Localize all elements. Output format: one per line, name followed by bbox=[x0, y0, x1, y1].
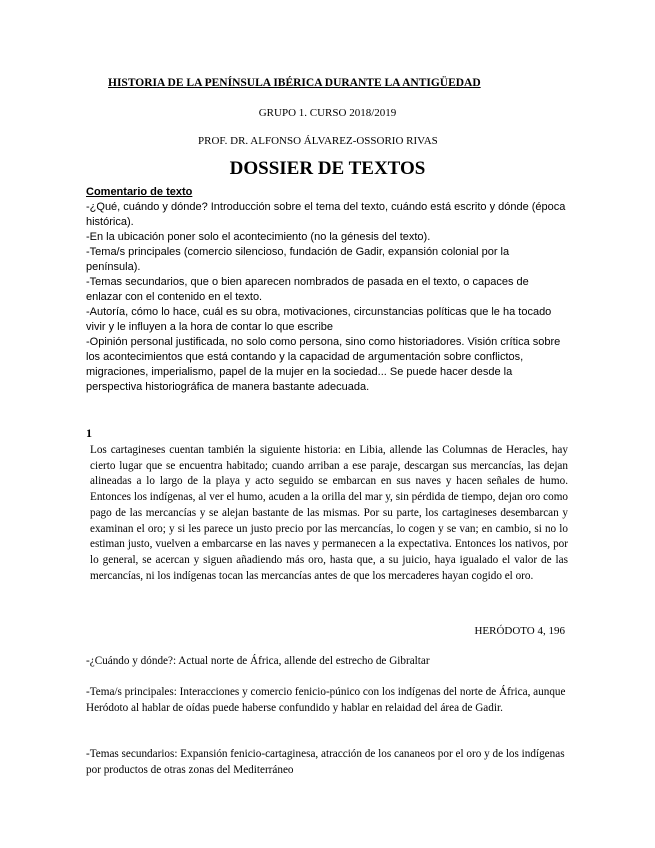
analysis-text: Expansión fenicio-cartaginesa, atracción de los cananeos por el oro y de los indígenas por productos de otras zonas del Mediterráneo bbox=[86, 748, 565, 776]
commentary-section bbox=[86, 185, 566, 395]
analysis-when-where bbox=[86, 654, 568, 670]
professor-line: PROF. DR. ALFONSO ÁLVAREZ-OSSORIO RIVAS bbox=[198, 135, 438, 147]
analysis-text: Actual norte de África, allende del estrecho de Gibraltar bbox=[176, 655, 430, 667]
source-quote: Los cartagineses cuentan también la siguiente historia: en Libia, allende las Columnas de Heracles, hay cierto lugar que se encuentra habitado; cuando arriban a ese paraje, descargan sus mercancías, las dejan alineadas a lo largo de la playa y acto seguido se embarcan en sus naves y hacen señales de humo. Entonces los indígenas, al ver el humo, acuden a la orilla del mar y, sin pérdida de tiempo, dejan oro como pago de las mercancías y se alejan bastante de las mismas. Por su parte, los cartagineses desembarcan y examinan el oro; y si les parece un justo precio por las mercancías, lo cogen y se van; en cambio, si no lo estiman justo, vuelven a embarcarse en las naves y permanecen a la expectativa. Entonces los nativos, por lo general, se acercan y siguen añadiendo más oro, hasta que, a su juicio, haya igualado el valor de las mercancías, ni los indígenas tocan las mercancías antes de que los mercaderes hayan cogido el oro. bbox=[90, 444, 568, 582]
analysis-label: -Tema/s principales: bbox=[86, 686, 177, 698]
analysis-label: -Temas secundarios: bbox=[86, 748, 178, 760]
text-number: 1 bbox=[86, 426, 92, 440]
commentary-item: -¿Qué, cuándo y dónde? Introducción sobre el tema del texto, cuándo está escrito y dónde (época histórica). bbox=[86, 201, 566, 228]
quote-attribution: HERÓDOTO 4, 196 bbox=[474, 625, 565, 637]
commentary-item: -Tema/s principales (comercio silencioso, fundación de Gadir, expansión colonial por la península). bbox=[86, 246, 510, 273]
dossier-heading: DOSSIER DE TEXTOS bbox=[229, 158, 426, 179]
commentary-item: -Autoría, cómo lo hace, cuál es su obra, motivaciones, circunstancias políticas que le ha tocado vivir y le influyen a la hora de contar lo que escribe bbox=[86, 306, 552, 333]
course-group-line: GRUPO 1. CURSO 2018/2019 bbox=[258, 107, 397, 119]
commentary-item: -En la ubicación poner solo el acontecimiento (no la génesis del texto). bbox=[86, 231, 431, 243]
analysis-text: Interacciones y comercio fenicio-púnico con los indígenas del norte de África, aunque Heródoto al hablar de oídas puede haberse confundido y hablar en relaidad del área de Gadir. bbox=[86, 686, 566, 714]
commentary-item: -Temas secundarios, que o bien aparecen nombrados de pasada en el texto, o capaces de enlazar con el contenido en el texto. bbox=[86, 276, 529, 303]
analysis-secondary-themes bbox=[86, 747, 568, 778]
document-title: HISTORIA DE LA PENÍNSULA IBÉRICA DURANTE LA ANTIGÜEDAD bbox=[108, 77, 481, 89]
commentary-heading: Comentario de texto bbox=[86, 186, 193, 198]
analysis-main-themes bbox=[86, 685, 568, 716]
commentary-item: -Opinión personal justificada, no solo como persona, sino como historiadores. Visión crítica sobre los acontecimientos que está contando y la capacidad de argumentación sobre conflictos, migraciones, imperialismo, papel de la mujer en la sociedad... Se puede hacer desde la perspectiva historiográfica de manera bastante adecuada. bbox=[86, 336, 561, 393]
analysis-label: -¿Cuándo y dónde?: bbox=[86, 655, 177, 667]
